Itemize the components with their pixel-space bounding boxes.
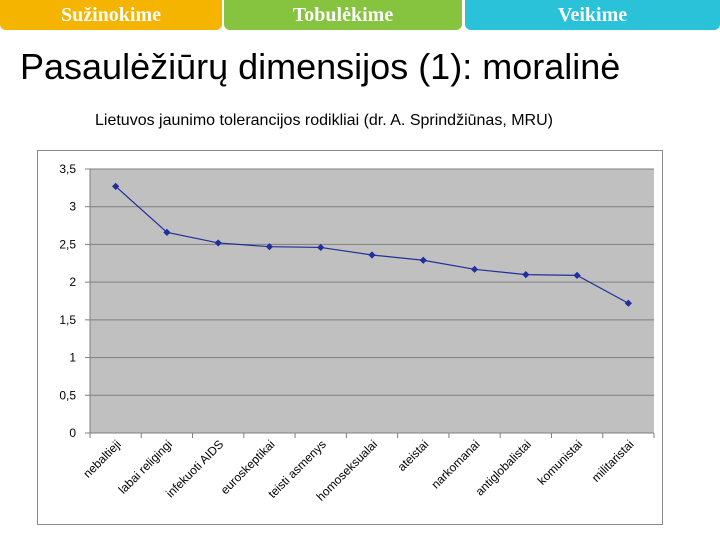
y-tick-label: 3 — [69, 199, 76, 214]
x-tick-label: antiglobalistai — [472, 437, 534, 499]
x-tick-label: komunistai — [534, 437, 586, 488]
page-subtitle: Lietuvos jaunimo tolerancijos rodikliai (dr. A. Sprindžiūnas, MRU) — [95, 112, 553, 129]
y-tick-label: 2 — [69, 275, 76, 290]
y-tick-label: 2,5 — [59, 237, 76, 252]
x-tick-label: militaristai — [588, 437, 637, 485]
x-tick-label: teisti asmenys — [265, 437, 329, 501]
y-tick-label: 3,5 — [59, 162, 76, 176]
y-tick-label: 1,5 — [59, 312, 76, 327]
x-tick-label: nebaltieji — [80, 437, 124, 481]
x-tick-label: labai religingi — [115, 437, 176, 497]
y-tick-label: 1 — [69, 350, 76, 365]
y-tick-label: 0,5 — [59, 388, 76, 403]
plot-area — [90, 169, 654, 433]
tab-tobulekime[interactable]: Tobulėkime — [224, 0, 462, 30]
x-tick-label: homoseksualai — [313, 437, 381, 504]
x-tick-label: narkomanai — [428, 437, 483, 492]
x-tick-label: ateistai — [394, 437, 432, 475]
y-tick-label: 0 — [69, 426, 76, 440]
tab-suzinokime[interactable]: Sužinokime — [0, 0, 222, 30]
page-title: Pasaulėžiūrų dimensijos (1): moralinė — [20, 46, 621, 87]
x-tick-label: infekuoti AIDS — [163, 437, 227, 501]
tab-veikime[interactable]: Veikime — [465, 0, 720, 30]
x-tick-label: euroskeptikai — [217, 437, 278, 498]
